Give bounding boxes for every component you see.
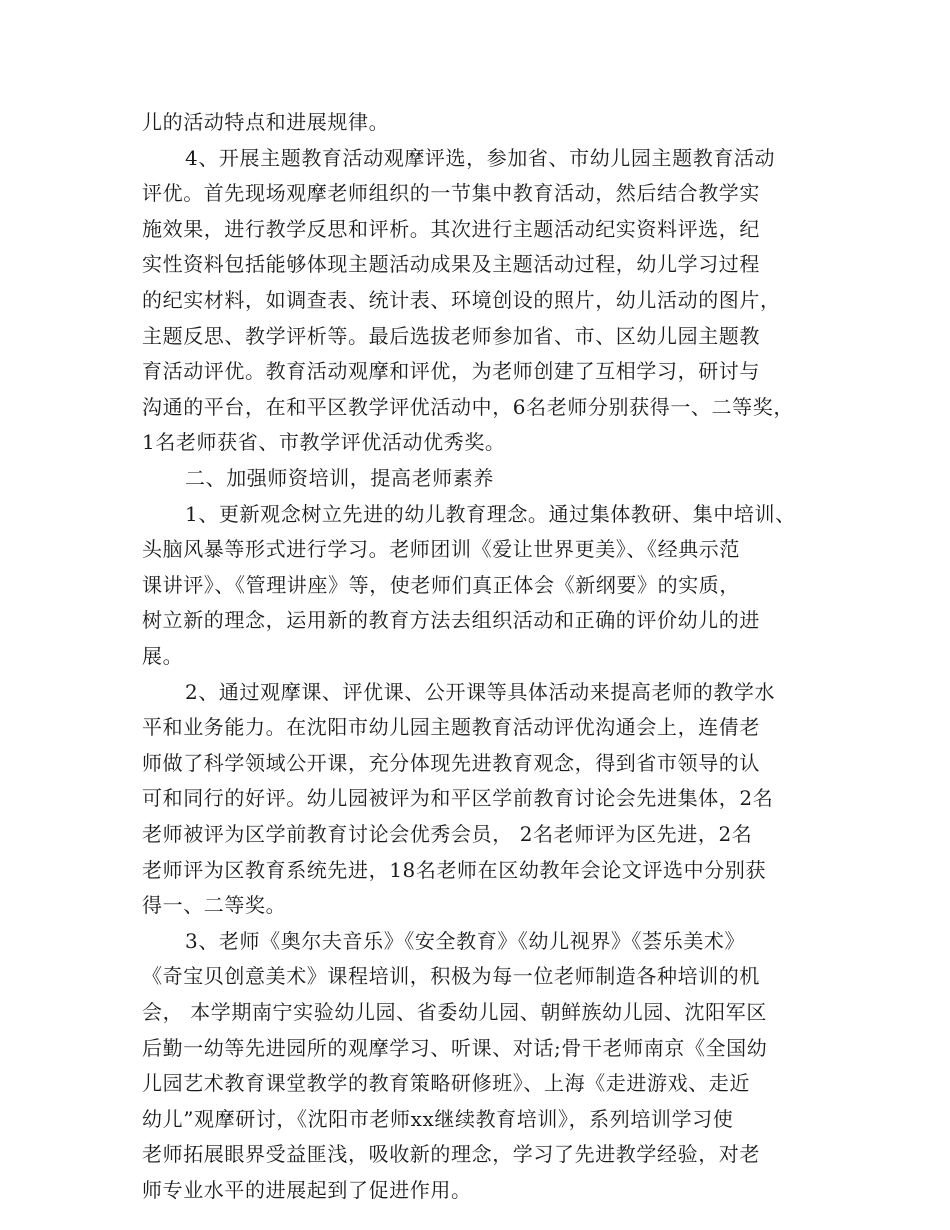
text-line: 1名老师获省、市教学评优活动优秀奖。 (142, 430, 506, 455)
text-line: 课讲评》、《管理讲座》等，使老师们真正体会《新纲要》的实质， (142, 572, 740, 597)
text-line: 树立新的理念，运用新的教育方法去组织活动和正确的评价幼儿的进 (142, 608, 760, 633)
paragraph-2-start: 2、通过观摩课、评优课、公开课等具体活动来提高老师的教学水 (185, 679, 776, 704)
text-line: 会， 本学期南宁实验幼儿园、省委幼儿园、朝鲜族幼儿园、沈阳军区 (142, 1000, 767, 1024)
section-heading: 二、加强师资培训，提高老师素养 (185, 466, 494, 490)
text-line: 幼儿”观摩研讨，《沈阳市老师xx继续教育培训》，系列培训学习使 (142, 1106, 734, 1131)
text-line: 后勤一幼等先进园所的观摩学习、听课、对话;骨干老师南京《全国幼 (142, 1035, 768, 1060)
text-line: 可和同行的好评。幼儿园被评为和平区学前教育讨论会先进集体，2名 (142, 786, 774, 811)
text-line: 《奇宝贝创意美术》课程培训，积极为每一位老师制造各种培训的机 (142, 964, 760, 989)
text-line: 评优。首先现场观摩老师组织的一节集中教育活动，然后结合教学实 (142, 181, 760, 206)
text-line: 得一、二等奖。 (142, 893, 287, 918)
paragraph-4-start: 4、开展主题教育活动观摩评选，参加省、市幼儿园主题教育活动 (185, 145, 776, 170)
text-line: 主题反思、教学评析等。最后选拔老师参加省、市、区幼儿园主题教 (142, 323, 760, 348)
text-line: 实性资料包括能够体现主题活动成果及主题活动过程，幼儿学习过程 (142, 252, 760, 277)
text-line: 儿园艺术教育课堂教学的教育策略研修班》、上海《走进游戏、走近 (142, 1071, 750, 1096)
text-line: 老师拓展眼界受益匪浅，吸收新的理念，学习了先进教学经验，对老 (142, 1142, 760, 1167)
paragraph-1-start: 1、更新观念树立先进的幼儿教育理念。通过集体教研、集中培训、 (185, 501, 796, 526)
text-line: 老师被评为区学前教育讨论会优秀会员， 2名老师评为区先进，2名 (142, 822, 753, 846)
text-line: 师专业水平的进展起到了促进作用。 (142, 1178, 472, 1202)
text-line: 施效果，进行教学反思和评析。其次进行主题活动纪实资料评选，纪 (142, 216, 760, 241)
text-line: 沟通的平台，在和平区教学评优活动中，6名老师分别获得一、二等奖， (142, 394, 794, 419)
text-line: 的纪实材料，如调查表、统计表、环境创设的照片，幼儿活动的图片， (142, 288, 781, 312)
text-line: 展。 (142, 644, 184, 668)
text-line: 儿的活动特点和进展规律。 (142, 110, 390, 134)
text-line: 师做了科学领域公开课，充分体现先进教育观念，得到省市领导的认 (142, 750, 760, 775)
text-line: 头脑风暴等形式进行学习。老师团训《爱让世界更美》、《经典示范 (142, 537, 740, 562)
text-line: 老师评为区教育系统先进，18名老师在区幼教年会论文评选中分别获 (142, 857, 767, 882)
text-line: 平和业务能力。在沈阳市幼儿园主题教育活动评优沟通会上，连倩老 (142, 715, 760, 740)
paragraph-3-start: 3、老师《奥尔夫音乐》《安全教育》《幼儿视界》《荟乐美术》 (185, 928, 746, 953)
text-line: 育活动评优。教育活动观摩和评优，为老师创建了互相学习，研讨与 (142, 359, 760, 384)
